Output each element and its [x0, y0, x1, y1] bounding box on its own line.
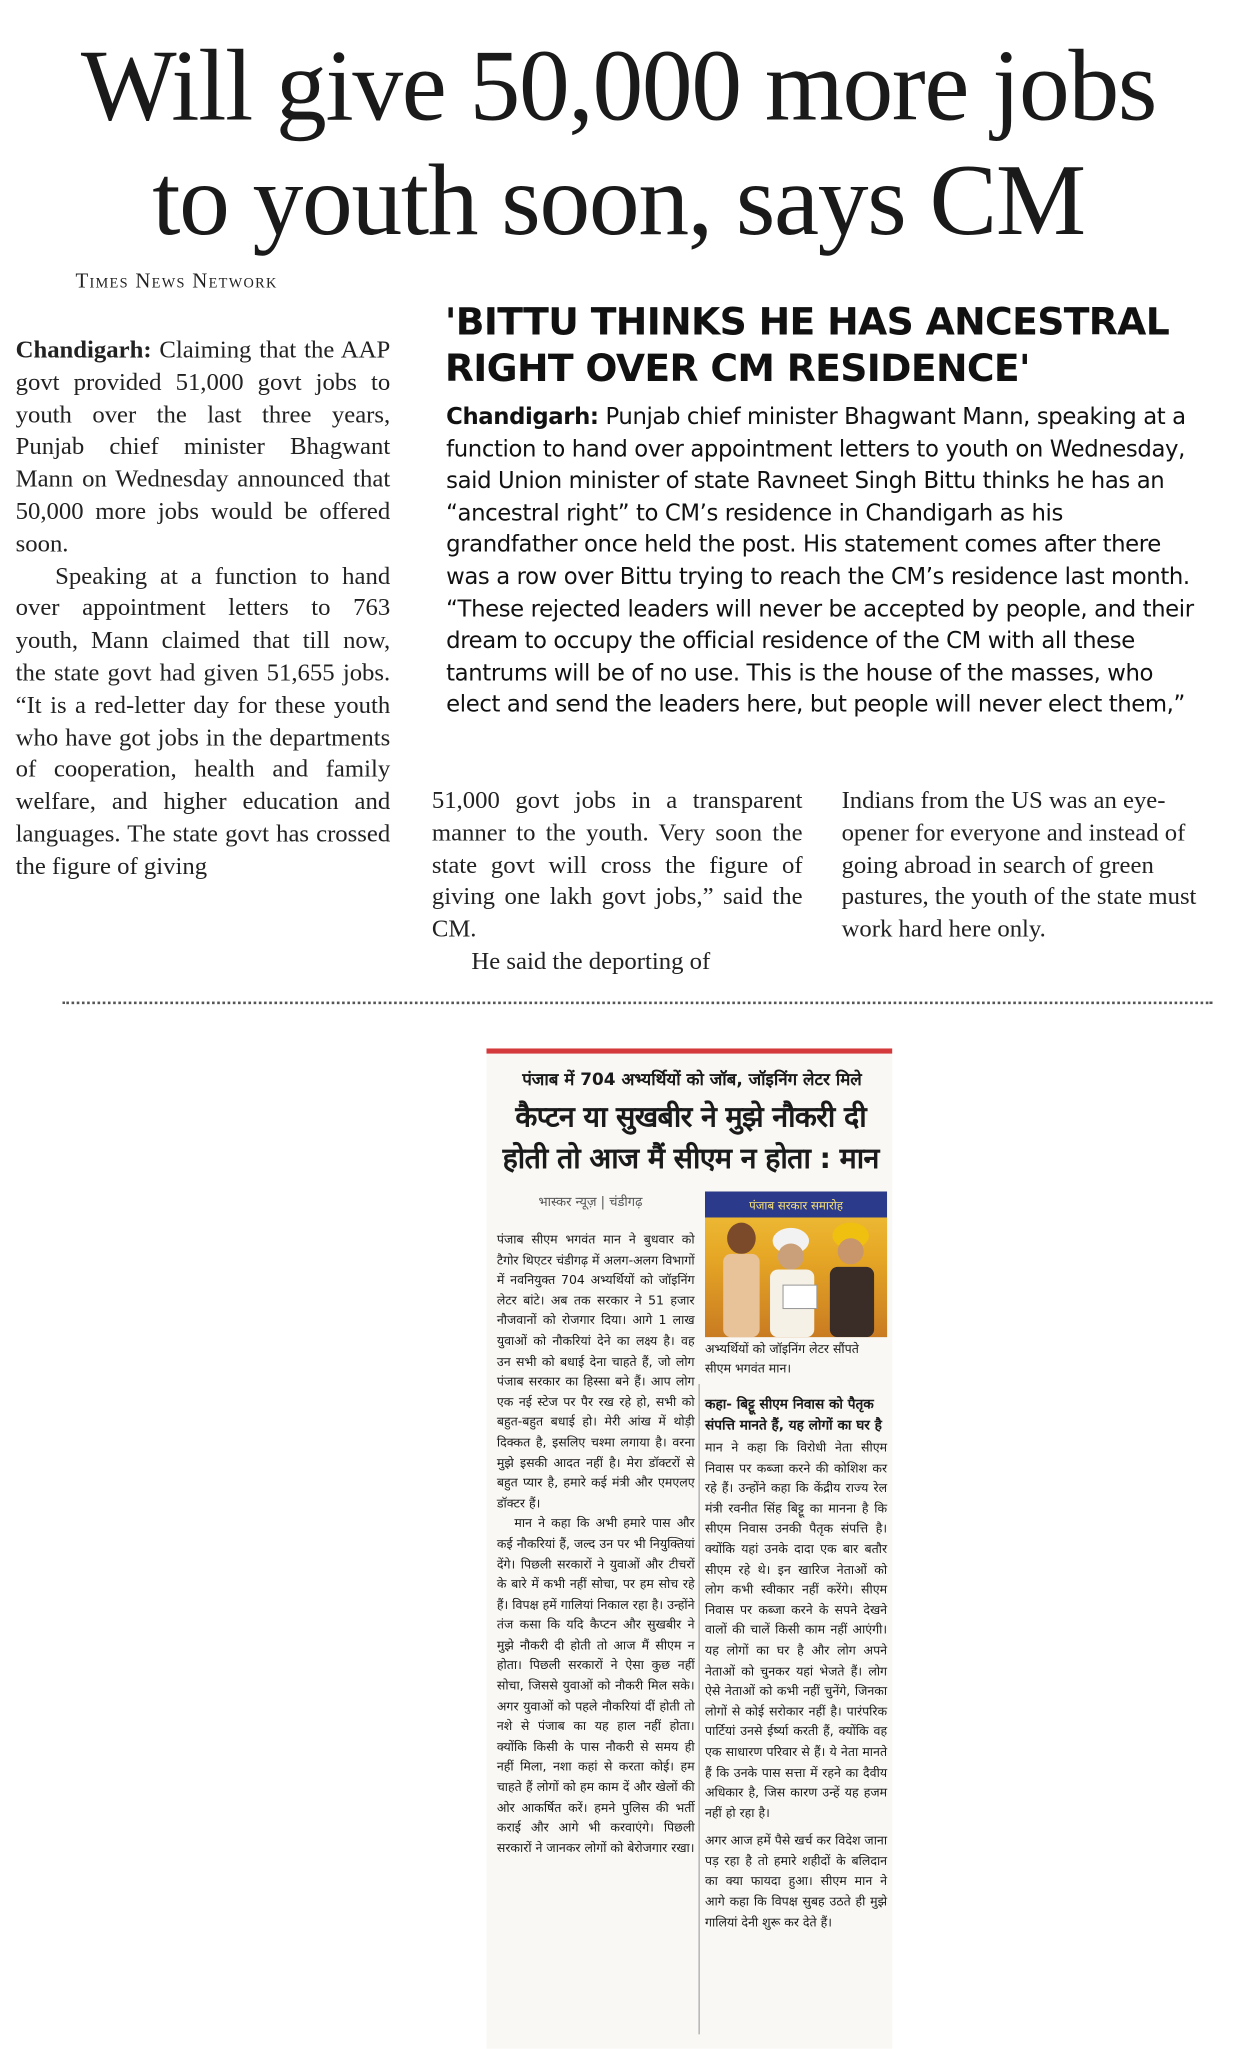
dateline: Chandigarh:: [15, 336, 152, 365]
byline: Times News Network: [75, 270, 278, 293]
column-1-paragraph-2: Speaking at a function to hand over appointment letters to 763 youth, Mann claimed that till now, the state govt had given 51,655 jobs. “It is a red-letter day for these youth who have got jobs in the departments of cooperation, health and family welfare, and higher education and languages. The state govt has crossed the figure of giving: [15, 562, 391, 881]
sidebar-body: [446, 402, 1194, 722]
sidebar-dateline: Chandigarh:: [446, 404, 599, 431]
hindi-column-divider: [698, 1384, 699, 2034]
hindi-column-2-paragraph-1: मान ने कहा कि विरोधी नेता सीएम निवास पर कब्जा करने की कोशिश कर रहे हैं। उन्होंने कहा कि केंद्रीय राज्य रेल मंत्री रवनीत सिंह बिट्टू का मानना है कि सीएम निवास उनकी पैतृक संपत्ति है। क्योंकि यहां उनके दादा एक बार बतौर सीएम रहे थे। इन खारिज नेताओं को लोग कभी स्वीकार नहीं करेंगे। सीएम निवास पर कब्जा करने के सपने देखने वालों की चालें किसी काम नहीं आएंगी। यह लोगों का घर है और लोग अपने नेताओं को चुनकर यहां भेजते हैं। लोग ऐसे नेताओं को कभी नहीं चुनेंगे, जिनका लोगों से कोई सरोकार नहीं है। पारंपरिक पार्टियां उनसे ईर्ष्या करती हैं, क्योंकि वह एक साधारण परिवार से हैं। ये नेता मानते हैं कि उनके पास सत्ता में रहने का दैवीय अधिकार है, जिस कारण उन्हें यह हजम नहीं हो रहा है।: [704, 1441, 888, 1821]
hindi-headline-line-2: होती तो आज मैं सीएम न होता : मान: [502, 1143, 879, 1176]
headline-line-1: Will give 50,000 more jobs: [80, 28, 1157, 142]
person-3-head: [838, 1238, 864, 1264]
article-column-3: [842, 786, 1214, 947]
column-3-paragraph-1: Indians from the US was an eye-opener for everyone and instead of going abroad in search of green pastures, the youth of the state must work hard here only.: [841, 786, 1197, 944]
photo-banner-text: पंजाब सरकार समारोह: [749, 1198, 843, 1213]
hindi-dateline: भास्कर न्यूज़ | चंडीगढ़: [538, 1195, 643, 1210]
column-2-paragraph-2: He said the deporting of: [471, 948, 711, 976]
hindi-column-1-paragraph-2: मान ने कहा कि अभी हमारे पास और कई नौकरियां हैं, जल्द उन पर भी नियुक्तियां देंगे। पिछली सरकारों ने युवाओं और टीचरों के बारे में कभी नहीं सोचा, पर हम सोच रहे हैं। विपक्ष हमें गालियां निकाल रहा है। उन्होंने तंज कसा कि यदि कैप्टन और सुखबीर ने मुझे नौकरी दी होती तो आज मैं सीएम न होता। पिछली सरकारों ने ऐसा कुछ नहीं सोचा, जिससे युवाओं को नौकरी मिल सके। अगर युवाओं को पहले नौकरियां दीं होती तो नशे से पंजाब का यह हाल नहीं होता। क्योंकि किसी के पास नौकरी से समय ही नहीं मिला, नशा कहां से करता कोई। हम चाहते हैं लोगों को हम काम दें और खेलों की ओर आकर्षित करें। हमने पुलिस की भर्ती कराई और आगे भी करवाएंगे। पिछली सरकारों ने जानकर लोगों को बेरोजगार रखा।: [496, 1517, 695, 1856]
hindi-column-1-paragraph-1: पंजाब सीएम भगवंत मान ने बुधवार को टैगोर थिएटर चंडीगढ़ में अलग-अलग विभागों में नवनियुक्त 704 अभ्यर्थियों को जॉइनिंग लेटर बांटे। अब तक सरकार ने 51 हजार नौजवानों को रोजगार दिया। आगे 1 लाख युवाओं को नौकरियां देने का लक्ष्य है। वह उन सभी को बधाई देना चाहते हैं, जो लोग पंजाब सरकार का हिस्सा बने हैं। आप लोग एक नई स्टेज पर पैर रख रहे हो, सभी को बहुत-बहुत बधाई हो। मेरी आंख में थोड़ी दिक्कत है, इसलिए चश्मा लगाया है। वरना मुझे इसकी आदत नहीं है। मेरा डॉक्टरों से बहुत प्यार है, हमारे कई मंत्री और एमएलए डॉक्टर हैं।: [496, 1233, 695, 1512]
person-2-head: [778, 1243, 804, 1269]
column-2-paragraph-1: 51,000 govt jobs in a transparent manner to the youth. Very soon the state govt will cross the figure of giving one lakh govt jobs,” said the CM.: [431, 786, 803, 944]
person-3-body: [830, 1267, 874, 1337]
article-column-2: [432, 786, 803, 980]
person-1-head: [727, 1223, 756, 1254]
article-headline: [0, 29, 1237, 258]
appointment-letter: [783, 1285, 817, 1308]
person-1-body: [723, 1254, 759, 1337]
event-photo: [705, 1191, 887, 1337]
event-photo-illustration: [705, 1191, 887, 1337]
sidebar-headline: 'BITTU THINKS HE HAS ANCESTRAL RIGHT OVER CM RESIDENCE': [444, 299, 1170, 391]
clipping-top-rule: [486, 1048, 892, 1053]
hindi-clipping: [486, 1048, 892, 2048]
sidebar-text: Punjab chief minister Bhagwant Mann, speaking at a function to hand over appointment letters to youth on Wednesday, said Union minister of state Ravneet Singh Bittu thinks he has an “ancestral right” to CM’s residence in Chandigarh as his grandfather once held the post. His statement comes after there was a row over Bittu trying to reach the CM’s residence last month. “These rejected leaders will never be accepted by people, and their dream to occupy the official residence of the CM with all these tantrums will be of no use. This is the house of the masses, who elect and send the leaders here, but people will never elect them,”: [446, 404, 1194, 719]
hindi-headline-line-1: कैप्टन या सुखबीर ने मुझे नौकरी दी: [515, 1101, 866, 1135]
column-1-paragraph-1: Chandigarh: Claiming that the AAP govt provided 51,000 govt jobs to youth over the last three years, Punjab chief minister Bhagwant Mann on Wednesday announced that 50,000 more jobs would be offered soon.: [15, 336, 391, 558]
hindi-headline: [492, 1098, 890, 1181]
headline-line-2: to youth soon, says CM: [152, 143, 1085, 257]
hindi-column-2-paragraph-2: अगर आज हमें पैसे खर्च कर विदेश जाना पड़ रहा है तो हमारे शहीदों के बलिदान का क्या फायदा हुआ। सीएम मान ने आगे कहा कि विपक्ष सुबह उठते ही मुझे गालियां देनी शुरू कर देते हैं।: [704, 1834, 888, 1930]
hindi-subhead: कहा- बिट्टू सीएम निवास को पैतृक संपत्ति मानते हैं, यह लोगों का घर है: [704, 1396, 882, 1434]
hindi-column-1: [497, 1230, 695, 1859]
hindi-column-2: [705, 1439, 887, 1941]
dotted-separator: [62, 1002, 1212, 1005]
photo-caption: अभ्यर्थियों को जॉइनिंग लेटर सौंपते सीएम भगवंत मान।: [704, 1342, 859, 1377]
article-column-1: [16, 336, 391, 884]
hindi-kicker: पंजाब में 704 अभ्यर्थियों को जॉब, जॉइनिंग लेटर मिले: [522, 1070, 862, 1091]
